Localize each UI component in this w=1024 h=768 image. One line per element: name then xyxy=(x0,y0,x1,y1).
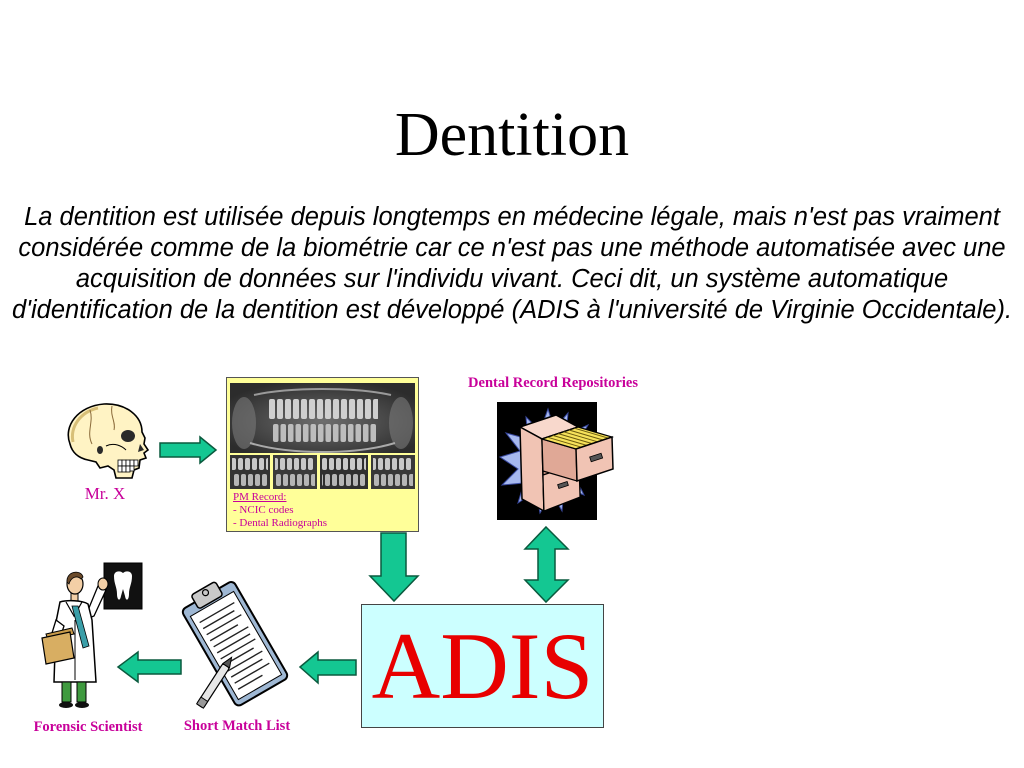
arrow-left-icon xyxy=(300,652,356,683)
paragraph-line: d'identification de la dentition est développé (ADIS à l'université de Virginie Occidentale). xyxy=(11,296,1013,324)
skull-icon xyxy=(60,400,152,482)
pm-record-box xyxy=(226,377,419,532)
arrow-bidirectional-icon xyxy=(525,527,568,602)
forensic-scientist-icon xyxy=(36,560,146,714)
adis-system-box: ADIS xyxy=(361,604,604,728)
slide-title: Dentition xyxy=(394,101,630,169)
dental-xray-icon xyxy=(230,383,415,489)
paragraph-line: considérée comme de la biométrie car ce n'est pas une méthode automatisée avec une xyxy=(18,234,1006,262)
arrow-down-icon xyxy=(370,533,418,601)
clipboard-icon xyxy=(170,576,294,714)
intro-paragraph xyxy=(0,202,1024,326)
pm-record-heading: PM Record: xyxy=(233,491,287,503)
pm-record-text xyxy=(233,491,327,530)
arrow-right-icon xyxy=(160,437,216,463)
pm-record-item: - NCIC codes xyxy=(233,504,294,516)
repositories-label: Dental Record Repositories xyxy=(468,375,638,391)
pm-record-item: - Dental Radiographs xyxy=(233,517,328,529)
scientist-label: Forensic Scientist xyxy=(33,719,143,735)
subject-label: Mr. X xyxy=(84,484,126,503)
paragraph-line: La dentition est utilisée depuis longtemps en médecine légale, mais n'est pas vraiment xyxy=(24,203,1000,231)
file-cabinet-icon xyxy=(496,399,620,523)
paragraph-line: acquisition de données sur l'individu vivant. Ceci dit, un système automatique xyxy=(75,265,949,293)
match-list-label: Short Match List xyxy=(183,718,291,734)
